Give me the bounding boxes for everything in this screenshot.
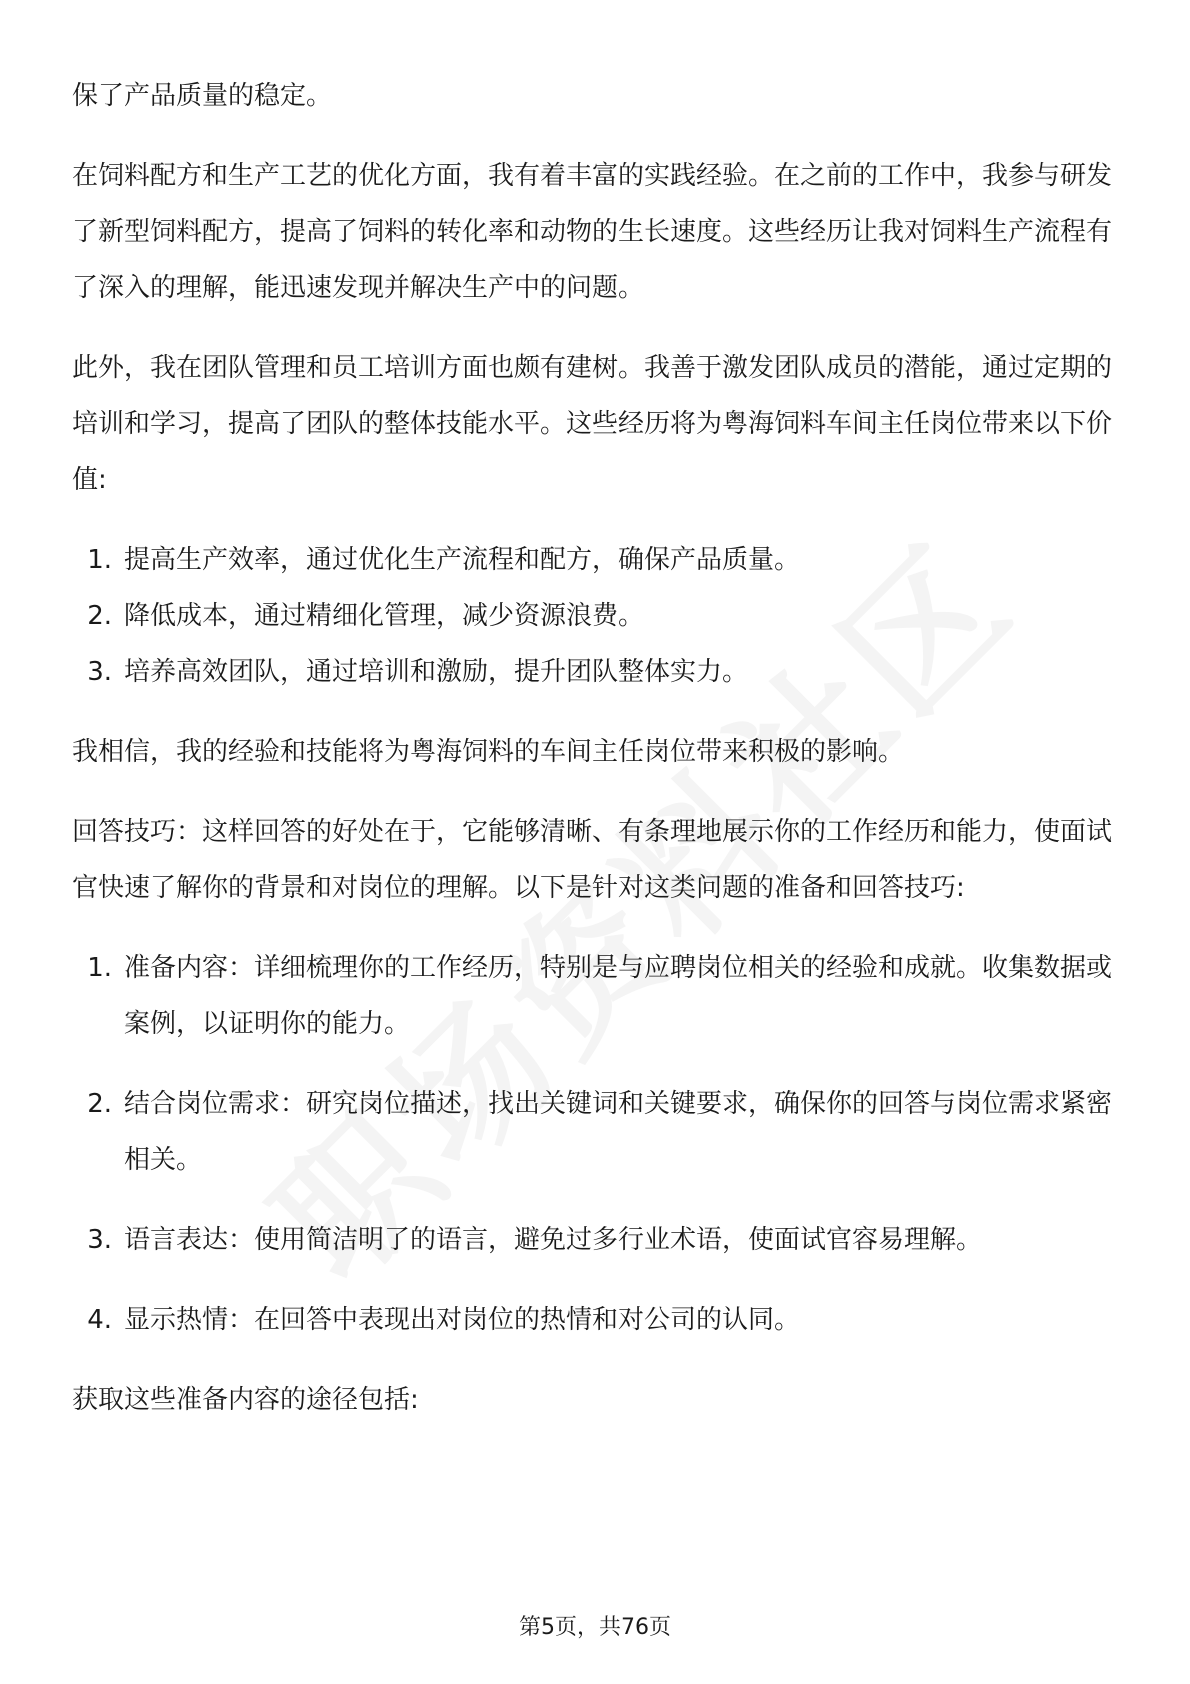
list-text: 语言表达：使用简洁明了的语言，避免过多行业术语，使面试官容易理解。 <box>124 1225 983 1255</box>
tips-list <box>72 940 1120 1348</box>
paragraph: 我相信，我的经验和技能将为粤海饲料的车间主任岗位带来积极的影响。 <box>72 737 905 767</box>
list-item <box>72 588 1120 644</box>
paragraph: 此外，我在团队管理和员工培训方面也颇有建树。我善于激发团队成员的潜能，通过定期的培训和学习，提高了团队的整体技能水平。这些经历将为粤海饲料车间主任岗位带来以下价值: <box>72 353 1113 495</box>
list-number: 3. <box>87 1225 112 1255</box>
list-number: 4. <box>87 1305 112 1335</box>
list-text: 显示热情：在回答中表现出对岗位的热情和对公司的认同。 <box>124 1305 801 1335</box>
list-text: 降低成本，通过精细化管理，减少资源浪费。 <box>124 601 645 631</box>
list-text: 提高生产效率，通过优化生产流程和配方，确保产品质量。 <box>124 545 801 575</box>
list-number: 1. <box>87 953 112 983</box>
list-item <box>72 1076 1120 1188</box>
list-item <box>72 1292 1120 1348</box>
paragraph: 在饲料配方和生产工艺的优化方面，我有着丰富的实践经验。在之前的工作中，我参与研发了新型饲料配方，提高了饲料的转化率和动物的生长速度。这些经历让我对饲料生产流程有了深入的理解，能迅速发现并解决生产中的问题。 <box>72 161 1113 303</box>
document-body <box>72 68 1120 1452</box>
list-number: 2. <box>87 601 112 631</box>
list-number: 3. <box>87 657 112 687</box>
list-item <box>72 644 1120 700</box>
list-number: 1. <box>87 545 112 575</box>
value-list <box>72 532 1120 700</box>
page-number: 第5页，共76页 <box>519 1615 671 1640</box>
list-text: 结合岗位需求：研究岗位描述，找出关键词和关键要求，确保你的回答与岗位需求紧密相关。 <box>124 1089 1113 1175</box>
list-item <box>72 940 1120 1052</box>
list-item <box>72 1212 1120 1268</box>
paragraph: 获取这些准备内容的途径包括: <box>72 1385 419 1415</box>
list-number: 2. <box>87 1089 112 1119</box>
list-item <box>72 532 1120 588</box>
list-text: 培养高效团队，通过培训和激励，提升团队整体实力。 <box>124 657 749 687</box>
paragraph: 保了产品质量的稳定。 <box>72 81 333 111</box>
list-text: 准备内容：详细梳理你的工作经历，特别是与应聘岗位相关的经验和成就。收集数据或案例，以证明你的能力。 <box>124 953 1113 1039</box>
paragraph: 回答技巧：这样回答的好处在于，它能够清晰、有条理地展示你的工作经历和能力，使面试官快速了解你的背景和对岗位的理解。以下是针对这类问题的准备和回答技巧: <box>72 817 1113 903</box>
